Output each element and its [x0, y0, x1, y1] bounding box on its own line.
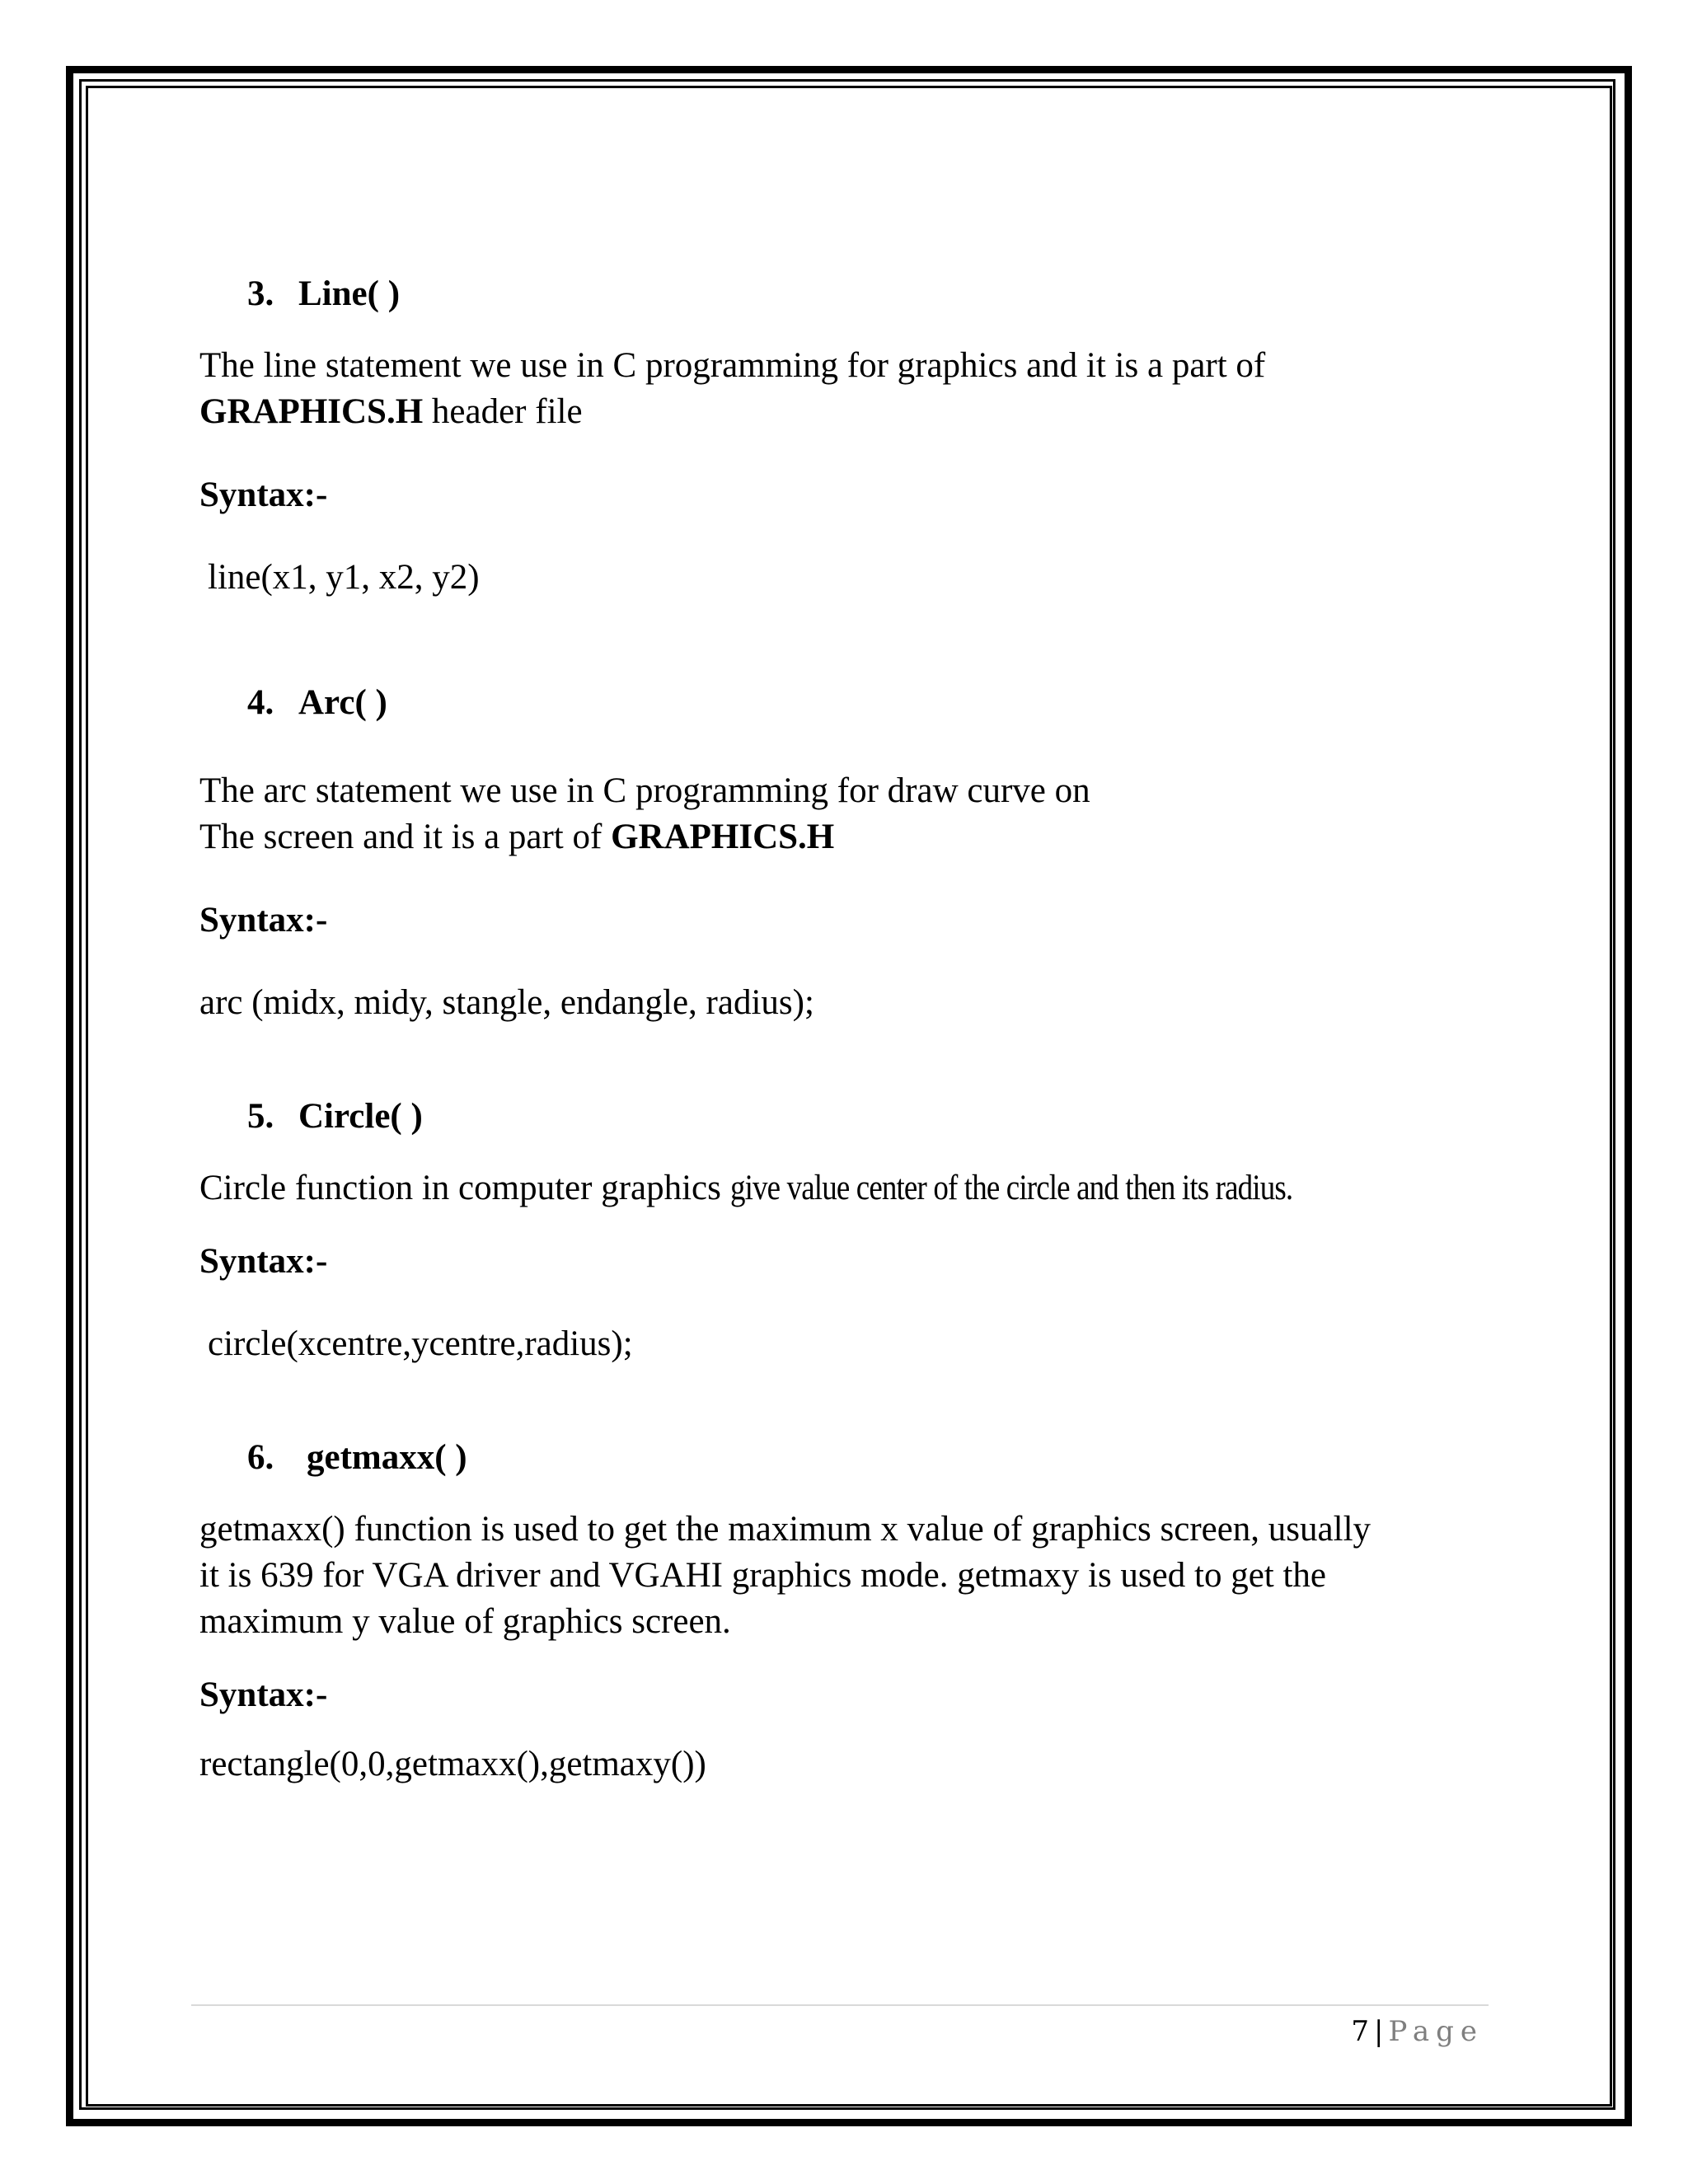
- syntax-code: rectangle(0,0,getmaxx(),getmaxy()): [199, 1745, 706, 1783]
- body-text-tail: header file: [423, 392, 583, 431]
- body-text: The line statement we use in C programming for graphics and it is a part of: [199, 346, 1266, 385]
- section-heading-arc: [199, 681, 1502, 725]
- section-heading-line: [199, 272, 1502, 316]
- body-text: The screen and it is a part of: [199, 818, 612, 856]
- syntax-label: Syntax:-: [199, 1242, 328, 1281]
- body-text: it is 639 for VGA driver and VGAHI graphics mode. getmaxy is used to get the: [199, 1556, 1327, 1595]
- syntax-code: circle(xcentre,ycentre,radius);: [208, 1324, 633, 1363]
- section-heading-circle: [199, 1094, 1502, 1139]
- section-body-getmaxx: [199, 1507, 1502, 1645]
- page-label: Page: [1388, 2015, 1484, 2048]
- section-number: 6.: [247, 1438, 274, 1477]
- footer-divider: [191, 2004, 1489, 2006]
- page-number: 7: [1351, 2015, 1370, 2048]
- body-text: getmaxx() function is used to get the maximum x value of graphics screen, usually: [199, 1510, 1372, 1549]
- syntax-label: Syntax:-: [199, 476, 328, 514]
- syntax-label: Syntax:-: [199, 1675, 328, 1714]
- section-heading-getmaxx: [199, 1436, 1502, 1480]
- section-title: Line( ): [298, 274, 401, 313]
- section-body-arc: [199, 768, 1502, 860]
- body-bold-text: GRAPHICS.H: [199, 392, 424, 431]
- section-number: 3.: [247, 274, 274, 313]
- syntax-label: Syntax:-: [199, 901, 328, 940]
- page-content: [199, 272, 1502, 1787]
- body-text: The arc statement we use in C programming for draw curve on: [199, 771, 1090, 810]
- section-number: 4.: [247, 683, 274, 722]
- section-body-line: [199, 343, 1502, 435]
- syntax-code: line(x1, y1, x2, y2): [208, 558, 480, 597]
- syntax-code: arc (midx, midy, stangle, endangle, radius);: [199, 983, 814, 1022]
- body-text: Circle function in computer graphics: [199, 1169, 730, 1207]
- section-title: Circle( ): [298, 1097, 423, 1136]
- section-title: Arc( ): [298, 683, 387, 722]
- section-number: 5.: [247, 1097, 274, 1136]
- footer-separator: |: [1374, 2015, 1384, 2048]
- page-footer: [1236, 2011, 1484, 2052]
- body-text-condensed: give value center of the circle and then its radius.: [729, 1169, 1292, 1207]
- body-bold-text: GRAPHICS.H: [611, 818, 835, 856]
- section-title: getmaxx( ): [307, 1438, 467, 1477]
- section-body-circle: [199, 1165, 1502, 1212]
- body-text: maximum y value of graphics screen.: [199, 1602, 731, 1641]
